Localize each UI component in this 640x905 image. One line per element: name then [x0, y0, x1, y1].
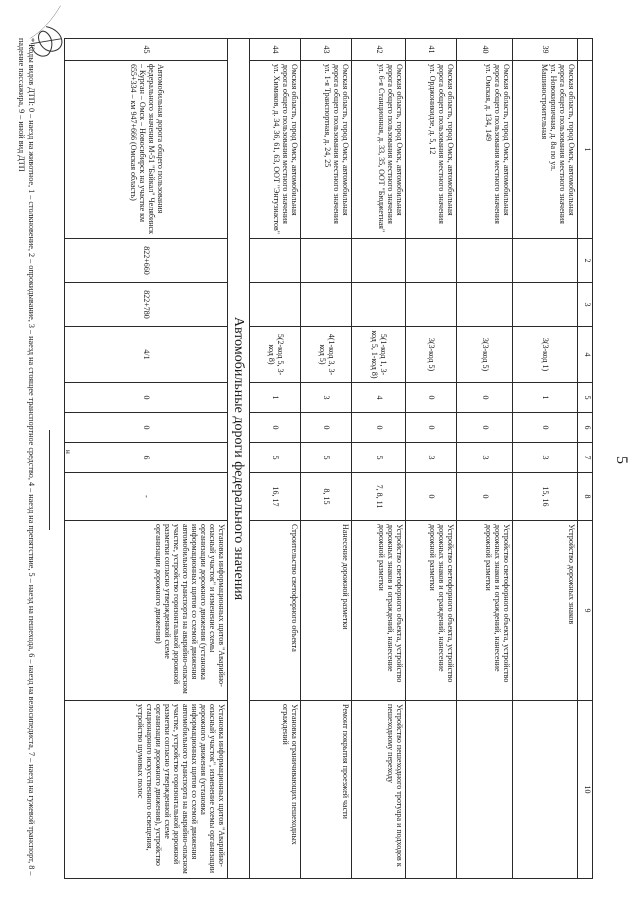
factors-cell: 7, 8, 11 [352, 473, 406, 521]
row-index: 42 [352, 39, 406, 61]
measures-done-cell: Устройство светофорного объекта, устройство дорожных знаков и ограждений, нанесение дорожной разметки [352, 521, 406, 701]
start-km-cell [406, 239, 457, 283]
value-cell: 5 [352, 443, 406, 473]
injured-cell: 3 [301, 383, 352, 413]
header-cell: 9 [578, 521, 593, 701]
table-row [457, 39, 513, 879]
accident-count-cell: 3(3-код 5) [457, 327, 513, 383]
location-cell: Омская область, город Омск, автомобильная дорога общего пользования местного значения ул. 1-я Транспортная, д. 24, 25 [301, 61, 352, 239]
value-cell: 5 [250, 443, 301, 473]
pen-stroke [10, 4, 100, 40]
location-cell: Омская область, город Омск, автомобильная дорога общего пользования местного значения ул. Орджоникидзе, д. 5, 12 [406, 61, 457, 239]
end-km-cell [352, 283, 406, 327]
killed-cell: 0 [457, 413, 513, 443]
page-number: 5 [613, 456, 630, 464]
value-cell: 5 [301, 443, 352, 473]
end-km-cell [301, 283, 352, 327]
row-index: 39 [513, 39, 578, 61]
start-km-cell: 822+660 [65, 239, 228, 283]
header-cell: 7 [578, 443, 593, 473]
row-index: 44 [250, 39, 301, 61]
table-row [250, 39, 301, 879]
injured-cell: 1 [513, 383, 578, 413]
measures-done-cell: Установка информационных щитов "Аварийно-опасный участок" и изменение схемы организации дорожного движения (установка информационных щитов со схемой движения автомобильного транспорта на аварийно-опасном участке, устройство горизонтальной дорожной разметки согласно утвержденной схеме организации дорожного движения) [65, 521, 228, 701]
accident-count-cell: 5(2-код 5, 3-код 8) [250, 327, 301, 383]
measures-planned-cell [406, 701, 457, 879]
killed-cell: 0 [250, 413, 301, 443]
header-cell: 6 [578, 413, 593, 443]
location-cell: Омская область, город Омск, автомобильная дорога общего пользования местного значения ул. 6-я Станционная, д. 33, 35, ООТ "Бюджетная" [352, 61, 406, 239]
measures-planned-cell: Установка ограничивающих пешеходных ограждений [250, 701, 301, 879]
location-cell: Омская область, город Омск, автомобильная дорога общего пользования местного значения ул. Химиков, д. 34, 36, 61, 63, ООТ "Энтузиастов" [250, 61, 301, 239]
row-index: 41 [406, 39, 457, 61]
injured-cell: 0 [457, 383, 513, 413]
killed-cell: 0 [406, 413, 457, 443]
column-number-row [578, 39, 593, 879]
header-cell: 3 [578, 283, 593, 327]
table-row [301, 39, 352, 879]
location-cell: Омская область, город Омск, автомобильная дорога общего пользования местного значения ул. Омская, д. 134, 149 [457, 61, 513, 239]
factors-cell: 8, 15 [301, 473, 352, 521]
injured-cell: 0 [406, 383, 457, 413]
measures-done-cell: Устройство светофорного объекта, устройство дорожных знаков и ограждений, нанесение дорожной разметки [406, 521, 457, 701]
end-km-cell [250, 283, 301, 327]
table-row [352, 39, 406, 879]
header-cell: 1 [578, 61, 593, 239]
start-km-cell [301, 239, 352, 283]
factors-cell: 0 [457, 473, 513, 521]
accident-count-cell: 4/1 [65, 327, 228, 383]
value-cell: 3 [457, 443, 513, 473]
measures-planned-cell: Установка информационных щитов "Аварийно-опасный участок", изменение схемы организации дорожного движения (установка информационных щитов со схемой движения автомобильного транспорта на аварийно-опасном участке, устройство горизонтальной дорожной разметки согласно утвержденной схеме организации дорожного движения), устройство стационарного искусственного освещения, устройство шумовых полос [65, 701, 228, 879]
killed-cell: 0 [65, 413, 228, 443]
footnote: * Коды видов ДТП: 0 – наезд на животное, 1 – столкновение, 2 – опрокидывание, 3 – наезд на стоящее транспортное средство, 4 – наезд на препятствие, 5 – наезд на пешехода, 6 – наезд на велосипедиста, 7 – наезд на гужевой транспорт, 8 – падение пассажира, 9 – иной вид ДТП [16, 38, 36, 876]
table-row [513, 39, 578, 879]
measures-done-cell: Устройство светофорного объекта, устройство дорожных знаков и ограждений, нанесение дорожной разметки [457, 521, 513, 701]
header-cell [578, 39, 593, 61]
measures-planned-cell [513, 701, 578, 879]
factors-cell: 0 [406, 473, 457, 521]
signature-rule [49, 430, 50, 530]
factors-cell: - [65, 473, 228, 521]
start-km-cell [250, 239, 301, 283]
end-km-cell [406, 283, 457, 327]
accident-count-cell: 3(3-код 5) [406, 327, 457, 383]
measures-done-cell: Строительство светофорного объекта [250, 521, 301, 701]
header-cell: 5 [578, 383, 593, 413]
injured-cell: 1 [250, 383, 301, 413]
killed-cell: 0 [513, 413, 578, 443]
injured-cell: 0 [65, 383, 228, 413]
factors-cell: 16, 17 [250, 473, 301, 521]
section-row [228, 39, 250, 879]
measures-done-cell: Нанесение дорожной разметки [301, 521, 352, 701]
factors-cell: 15, 16 [513, 473, 578, 521]
location-cell: Омская область, город Омск, автомобильная дорога общего пользования местного значения ул. Новокирпичная, д. 8а по ул. Машиностроительная [513, 61, 578, 239]
margin-mark: н [64, 450, 72, 454]
table-row [406, 39, 457, 879]
header-cell: 2 [578, 239, 593, 283]
row-index: 45 [65, 39, 228, 61]
row-index: 40 [457, 39, 513, 61]
accident-count-cell: 4(1-код 3, 3-код 5) [301, 327, 352, 383]
accident-count-cell: 3(3-код 1) [513, 327, 578, 383]
header-cell: 10 [578, 701, 593, 879]
value-cell: 3 [513, 443, 578, 473]
header-cell: 4 [578, 327, 593, 383]
location-cell: Автомобильная дорога общего пользования федерального значения М-51 "Байкал" Челябинск – Курган – Омск – Новосибирск на участке км 655+334 – км 947+666 (Омская область) [65, 61, 228, 239]
end-km-cell: 822+780 [65, 283, 228, 327]
killed-cell: 0 [352, 413, 406, 443]
accident-sites-table [64, 38, 593, 879]
end-km-cell [513, 283, 578, 327]
end-km-cell [457, 283, 513, 327]
injured-cell: 4 [352, 383, 406, 413]
start-km-cell [513, 239, 578, 283]
value-cell: 6 [65, 443, 228, 473]
measures-planned-cell: Ремонт покрытия проезжей части [301, 701, 352, 879]
row-index: 43 [301, 39, 352, 61]
measures-planned-cell: Устройство пешеходного тротуара и подходов к пешеходному переходу [352, 701, 406, 879]
start-km-cell [352, 239, 406, 283]
table-row [65, 39, 228, 879]
measures-planned-cell [457, 701, 513, 879]
header-cell: 8 [578, 473, 593, 521]
killed-cell: 0 [301, 413, 352, 443]
section-title: Автомобильные дороги федерального значения [228, 39, 250, 879]
value-cell: 3 [406, 443, 457, 473]
start-km-cell [457, 239, 513, 283]
measures-done-cell: Устройство дорожных знаков [513, 521, 578, 701]
accident-count-cell: 5(1-код 1, 3-код 5, 1-код 8) [352, 327, 406, 383]
